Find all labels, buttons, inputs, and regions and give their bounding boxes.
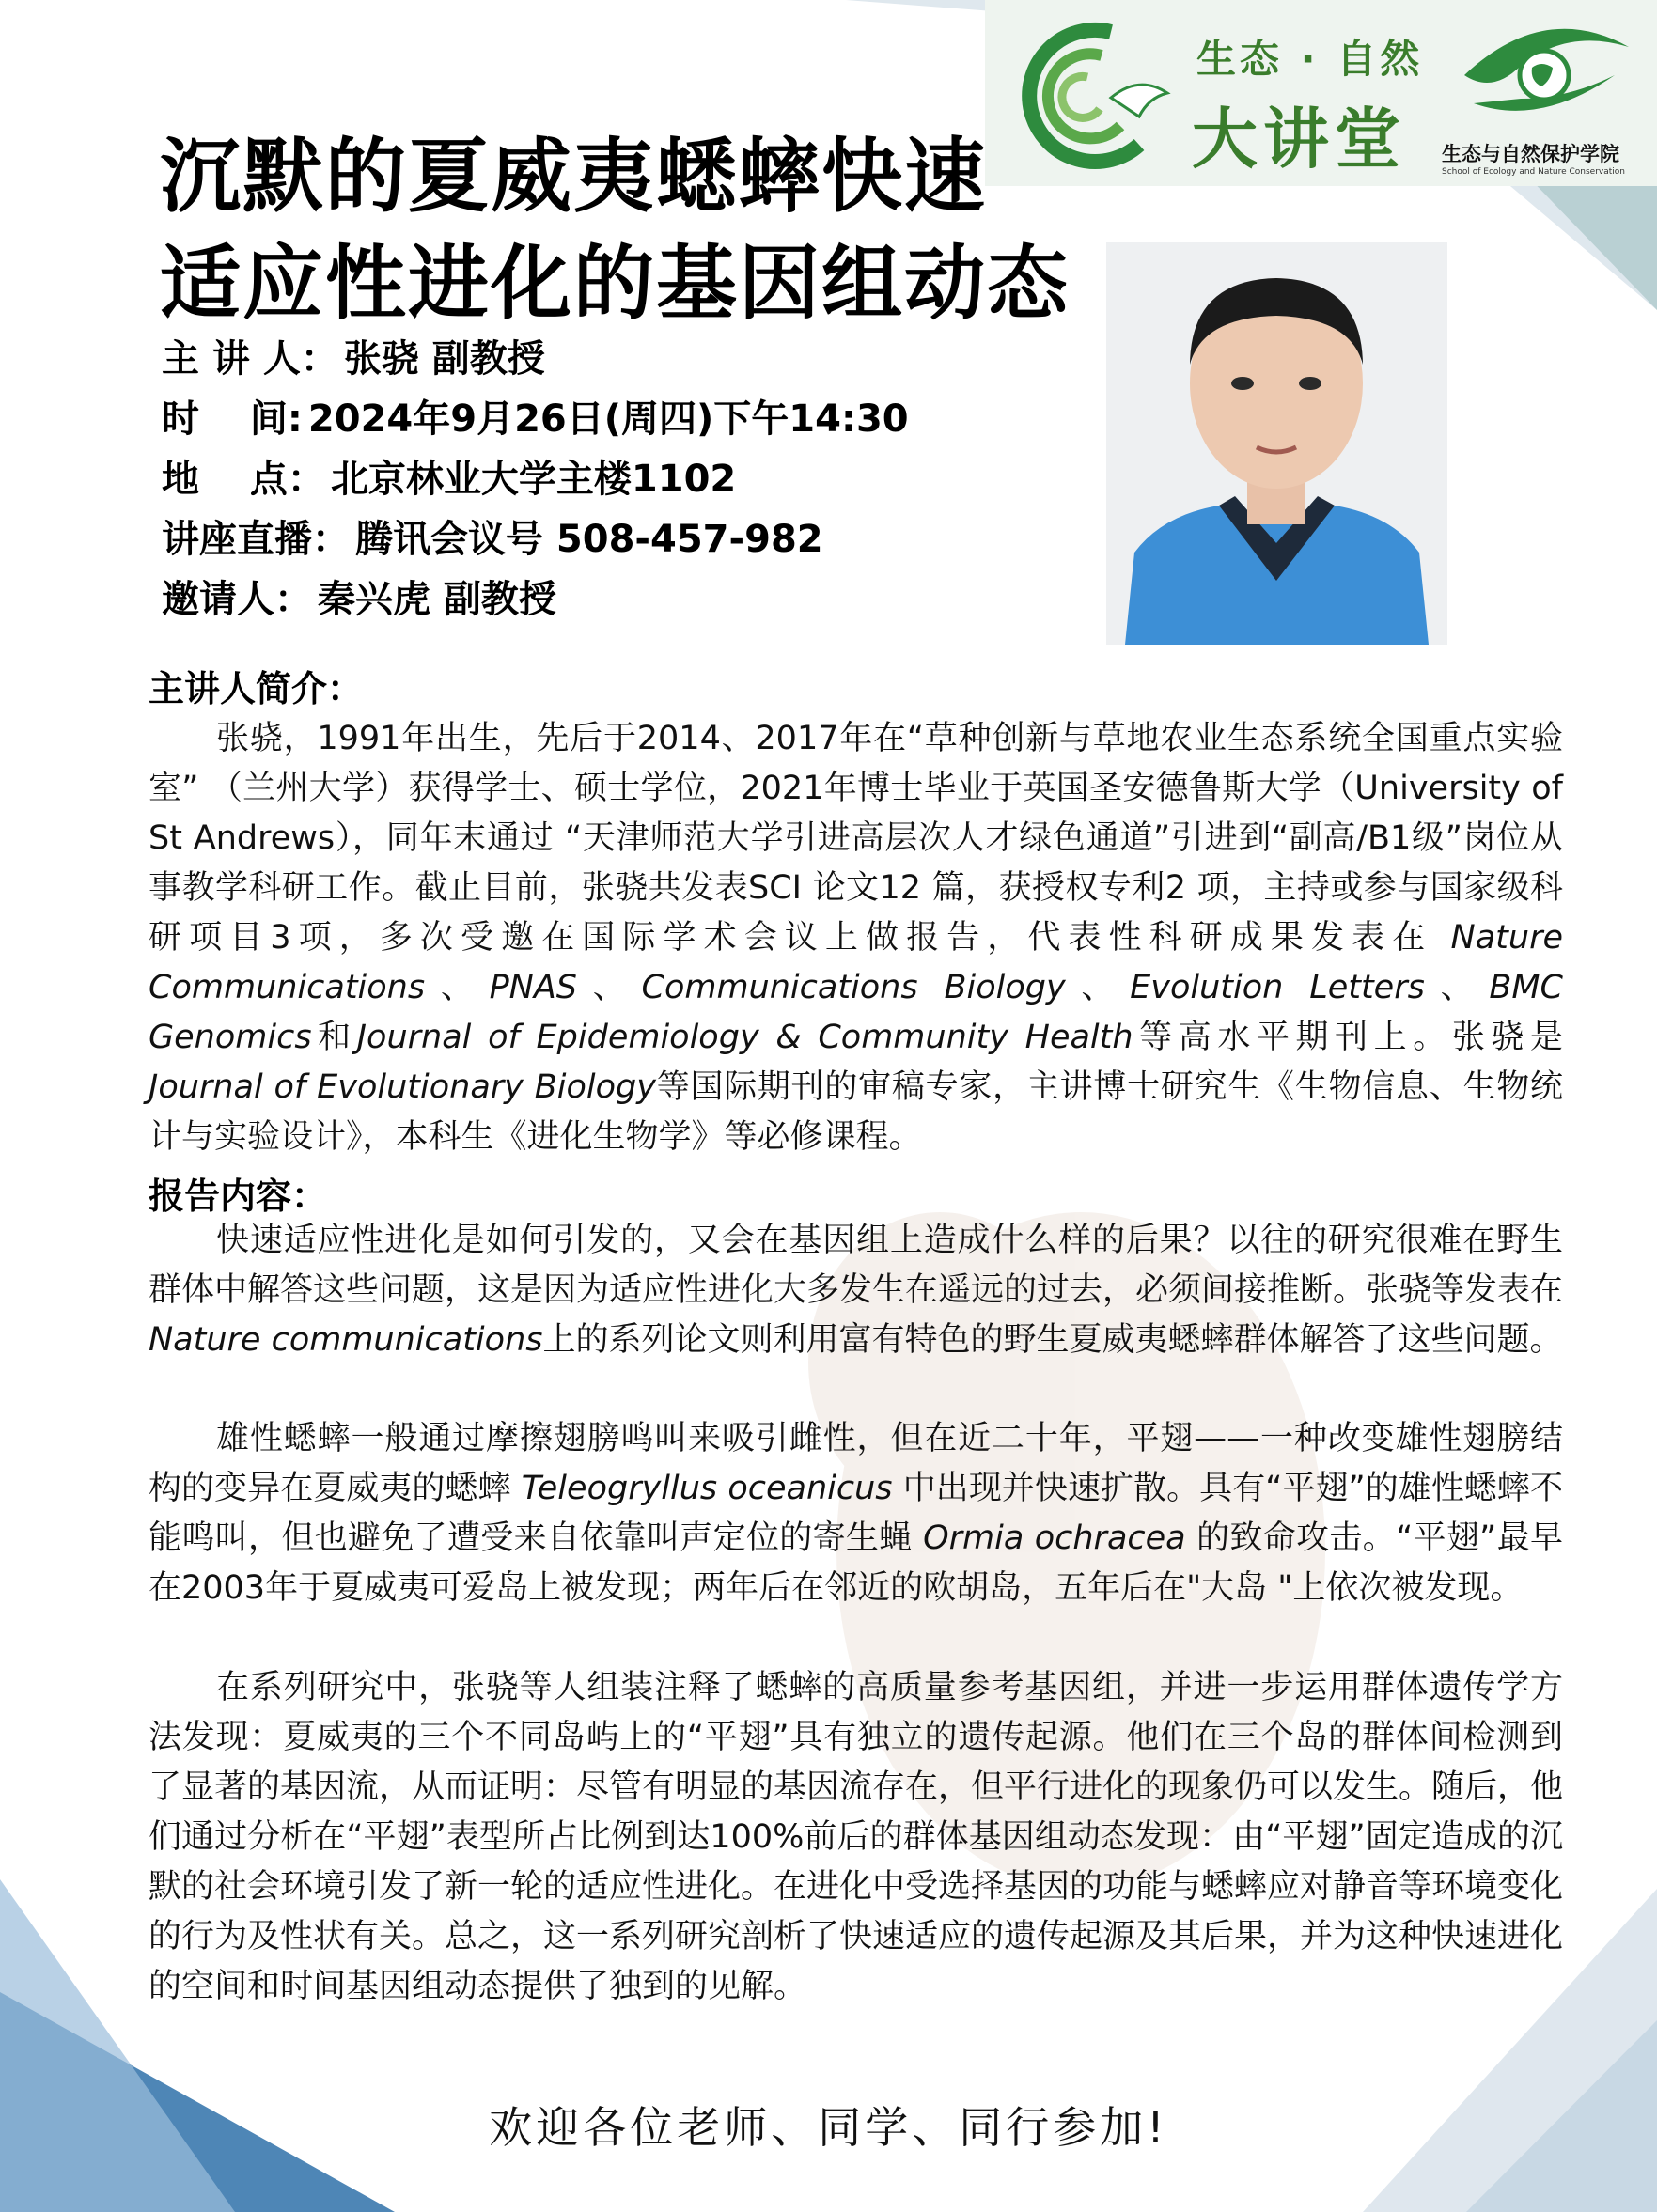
speaker-photo [1106,242,1447,645]
lecture-title-line-1: 沉默的夏威夷蟋蟀快速 [160,130,987,224]
speaker-value: 张骁 副教授 [343,337,545,381]
speaker-portrait-icon [1106,242,1447,645]
speaker-row [162,329,545,382]
lecture-logo [985,0,1657,186]
place-value: 北京林业大学主楼1102 [330,458,737,501]
report-paragraph-1 [149,1216,1563,1365]
bio-sep-3: 、 [1065,969,1131,1006]
bio-sep-5: 和 [311,1019,357,1056]
journal-evolutionary-biology: Journal of Evolutionary Biology [149,1068,656,1106]
school-emblem-icon [1455,9,1634,132]
bio-heading: 主讲人简介： [149,668,364,709]
time-value: 2024年9月26日(周四)下午14:30 [307,397,909,441]
report-heading: 报告内容： [149,1176,328,1217]
journal-nature-communications: Nature Communications [149,919,1563,1006]
report-p1-text-b: 上的系列论文则利用富有特色的野生夏威夷蟋蟀群体解答了这些问题。 [542,1321,1563,1359]
report-p1-journal: Nature communications [149,1321,543,1359]
species-teleogryllus: Teleogryllus oceanicus [521,1470,893,1507]
report-p1-text-a: 快速适应性进化是如何引发的，又会在基因组上造成什么样的后果？以往的研究很难在野生群体中解答这些问题，这是因为适应性进化大多发生在遥远的过去，必须间接推断。张骁等发表在 [149,1222,1564,1309]
species-ormia: Ormia ochracea [923,1519,1186,1557]
bio-sep-4: 、 [1424,969,1490,1006]
logo-top-text: 生态 · 自然 [1196,36,1424,82]
time-label: 时 间: [162,397,303,441]
host-label: 邀请人： [162,578,312,621]
live-row [162,509,823,563]
logo-main-text: 大讲堂 [1192,101,1406,178]
school-name-cn: 生态与自然保护学院 [1442,143,1619,165]
report-p2-text-c: 的致命攻击。“平翅”最早在2003年于夏威夷可爱岛上被发现；两年后在邻近的欧胡岛，五年后在"大岛 "上依次被发现。 [149,1519,1563,1607]
lecture-title-line-2: 适应性进化的基因组动态 [160,237,1070,331]
bio-sep-2: 、 [577,969,642,1006]
school-emblem [1436,6,1652,184]
live-value: 腾讯会议号 508-457-982 [355,518,823,561]
report-paragraph-2 [149,1414,1563,1613]
host-row [162,569,556,623]
host-value: 秦兴虎 副教授 [318,578,556,621]
bio-text-3: 等国际期刊的审稿专家，主讲博士研究生《生物信息、生物统计与实验设计》，本科生《进化生物学》等必修课程。 [149,1068,1563,1156]
journal-epidemiology-community-health: Journal of Epidemiology & Community Health [356,1019,1133,1056]
time-row [162,389,909,443]
report-paragraph-3: 在系列研究中，张骁等人组装注释了蟋蟀的高质量参考基因组，并进一步运用群体遗传学方法发现：夏威夷的三个不同岛屿上的“平翅”具有独立的遗传起源。他们在三个岛的群体间检测到了显著的基因流，从而证明：尽管有明显的基因流存在，但平行进化的现象仍可以发生。随后，他们通过分析在“平翅”表型所占比例到达100%前后的群体基因组动态发现：由“平翅”固定造成的沉默的社会环境引发了新一轮的适应性进化。在进化中受选择基因的功能与蟋蟀应对静音等环境变化的行为及性状有关。总之，这一系列研究剖析了快速适应的遗传起源及其后果，并为这种快速进化的空间和时间基因组动态提供了独到的见解。 [149,1669,1564,2005]
welcome-footer: 欢迎各位老师、同学、同行参加! [489,2102,1168,2153]
journal-evolution-letters: Evolution Letters [1130,969,1425,1006]
journal-pnas: PNAS [489,969,578,1006]
place-row [162,449,736,503]
place-label: 地 点： [162,458,325,501]
journal-bmc-genomics: BMC Genomics [149,969,1563,1056]
bio-paragraph [149,714,1563,1162]
live-label: 讲座直播： [162,518,350,561]
report-p2-text-b: 中出现并快速扩散。具有“平翅”的雄性蟋蟀不能鸣叫，但也避免了遭受来自依靠叫声定位的寄生蝇 [149,1470,1563,1557]
bio-text-1: 张骁，1991年出生，先后于2014、2017年在“草种创新与草地农业生态系统全国重点实验室” （兰州大学）获得学士、硕士学位，2021年博士毕业于英国圣安德鲁斯大学（University of St Andrews），同年末通过 “天津师范大学引进高层次人才绿色通道”引进到“副高/B1级”岗位从事教学科研工作。截止目前，张骁共发表SCI 论文12 篇，获授权专利2 项，主持或参与国家级科研项目3项，多次受邀在国际学术会议上做报告，代表性科研成果发表在 [149,720,1563,957]
bio-text-2: 等高水平期刊上。张骁是 [1133,1019,1563,1056]
report-p2-text-a: 雄性蟋蟀一般通过摩擦翅膀鸣叫来吸引雌性，但在近二十年，平翅——一种改变雄性翅膀结构的变异在夏威夷的蟋蟀 [149,1420,1563,1507]
school-name-en: School of Ecology and Nature Conservation [1442,167,1625,177]
journal-communications-biology: Communications Biology [641,969,1066,1006]
lecture-logo-icon [998,13,1177,173]
speaker-label: 主 讲 人： [162,337,338,381]
bio-sep-1: 、 [425,969,490,1006]
